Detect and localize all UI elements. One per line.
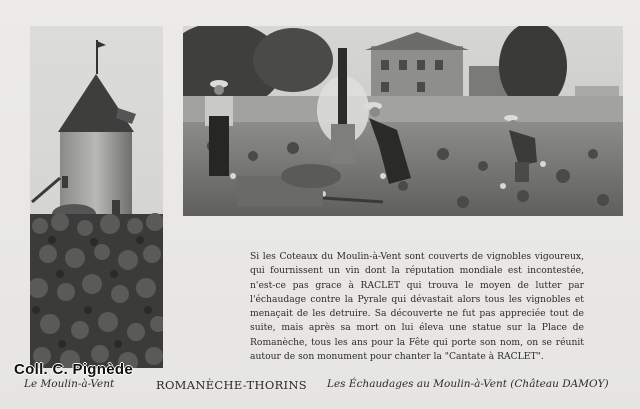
vineyard-workers-photo	[183, 26, 623, 216]
windmill-photo	[30, 26, 163, 368]
caption-windmill: Le Moulin-à-Vent	[24, 378, 115, 390]
vineyard-illustration	[183, 26, 623, 216]
collection-stamp: Coll. C. Pignède	[14, 361, 133, 378]
caption-town: ROMANÈCHE-THORINS	[156, 378, 307, 392]
history-paragraph: Si les Coteaux du Moulin-à-Vent sont couverts de vignobles vigoureux, qui fournissent un vin dont la réputation mondiale est incontestée, n'est-ce pas grace à RACLET qui trouva le moyen de lutter par l'échaudage contre la Pyrale qui dévastait alors tous les vignobles et menaçait de les detruire. Sa découverte ne fut pas appreciée tout de suite, mais après sa mort on lui éleva une statue sur la Place de Romanèche, tous les ans pour la Fête qui porte son nom, on se réunit autour de son monument pour chanter la "Cantate à RACLET".	[250, 251, 584, 363]
caption-echaudages: Les Échaudages au Moulin-à-Vent (Château DAMOY)	[327, 378, 609, 390]
windmill-illustration	[30, 26, 163, 368]
